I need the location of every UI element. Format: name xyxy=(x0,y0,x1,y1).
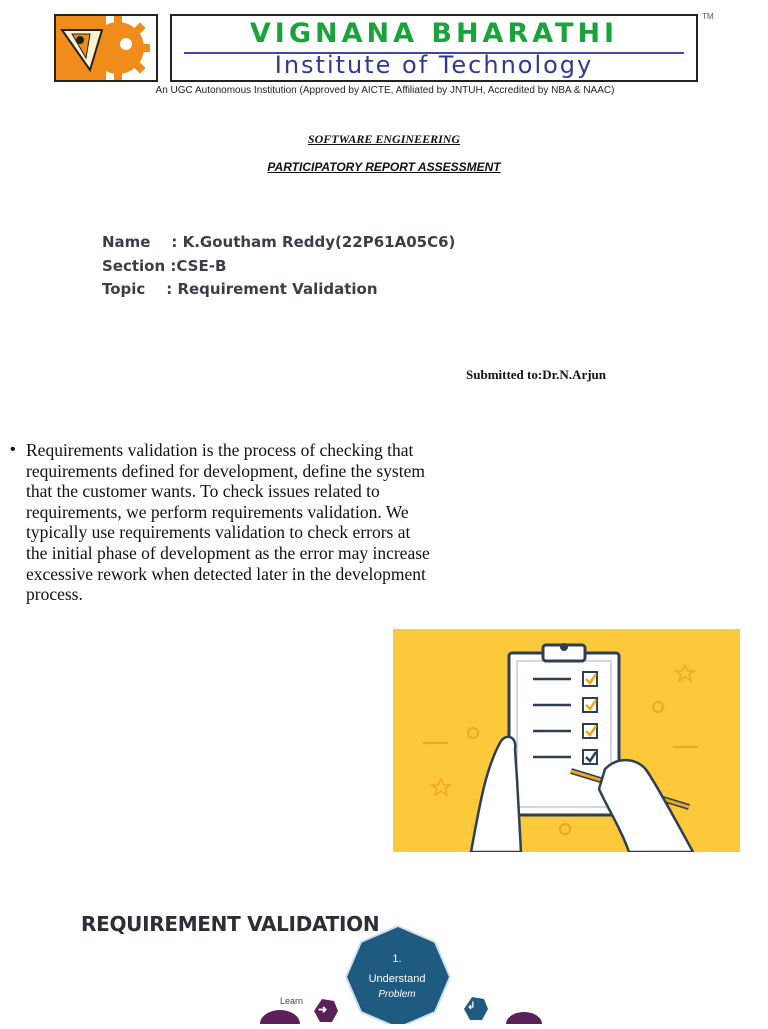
diagram-side-label: Learn xyxy=(280,996,304,1006)
learn-node-icon: ➜ xyxy=(318,1004,328,1016)
report-title: PARTICIPATORY REPORT ASSESSMENT xyxy=(267,160,501,174)
student-name-row xyxy=(102,233,455,251)
step-node-icon: ↲ xyxy=(467,1001,476,1012)
institution-tagline: An UGC Autonomous Institution (Approved by AICTE, Affiliated by JNTUH, Accredited by NBA & NAAC) xyxy=(155,85,615,96)
topic-label: Topic xyxy=(102,280,146,298)
diagram-center-label: Understand xyxy=(368,973,426,985)
diagram-step-number: 1. xyxy=(392,953,402,965)
student-topic-row xyxy=(102,280,378,298)
topic-value: : Requirement Validation xyxy=(145,280,378,298)
name-label: Name xyxy=(102,233,151,251)
diagram-title: REQUIREMENT VALIDATION xyxy=(81,912,380,936)
institution-banner xyxy=(170,14,698,82)
diagram-center-sublabel: Problem xyxy=(378,989,416,1000)
section-value: :CSE-B xyxy=(165,257,227,275)
institution-name: VIGNANA BHARATHI xyxy=(249,18,619,49)
student-section-row xyxy=(102,257,226,275)
institution-subtitle: Institute of Technology xyxy=(274,51,594,79)
name-value: : K.Goutham Reddy(22P61A05C6) xyxy=(150,233,456,251)
clipboard-checklist-icon xyxy=(393,629,740,852)
description-paragraph: Requirements validation is the process of checking that requirements defined for development, define the system that the customer wants. To check issues related to requirements, we perform requirements validation. We typically use requirements validation to check errors at the initial phase of development as the error may increase excessive rework when detected later in the development process. xyxy=(26,440,430,605)
course-title: SOFTWARE ENGINEERING xyxy=(307,132,461,146)
logo-emblem-icon xyxy=(56,16,156,80)
trademark-mark: TM xyxy=(702,12,714,21)
section-label: Section xyxy=(102,257,166,275)
submitted-to: Submitted to:Dr.N.Arjun xyxy=(466,367,606,382)
bullet-marker: • xyxy=(10,441,16,458)
institution-logo xyxy=(54,14,158,82)
checklist-illustration xyxy=(393,629,740,852)
